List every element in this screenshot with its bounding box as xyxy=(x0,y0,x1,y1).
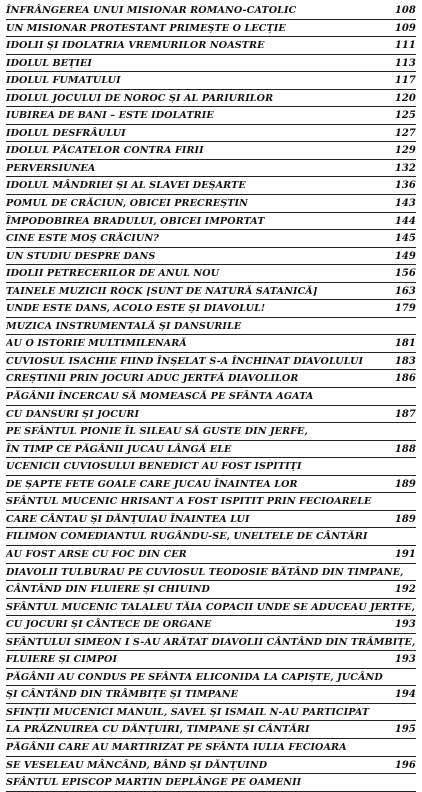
toc-entry xyxy=(6,125,416,143)
toc-entry xyxy=(6,458,416,476)
toc-entry-title: UN MISIONAR PROTESTANT PRIMEȘTE O LECȚIE xyxy=(6,22,286,34)
toc-entry-page-number: 183 xyxy=(394,355,416,367)
toc-entry-title: FLUIERE ȘI CIMPOI xyxy=(6,654,118,666)
toc-entry xyxy=(6,283,416,301)
toc-entry-title: TAINELE MUZICII ROCK [SUNT DE NATURĂ SATANICĂ] xyxy=(6,285,318,297)
toc-entry xyxy=(6,564,416,582)
toc-entry-page-number: 196 xyxy=(394,759,416,771)
toc-entry-title: IDOLUL FUMATULUI xyxy=(6,75,121,87)
table-of-contents xyxy=(6,2,416,792)
toc-entry-title: PE SFÂNTUL PIONIE ÎL SILEAU SĂ GUSTE DIN JERFE, xyxy=(6,426,308,438)
toc-entry-title: PĂGÂNII AU CONDUS PE SFÂNTA ELICONIDA LA CAPIȘTE, JUCÂND xyxy=(6,671,383,683)
toc-entry-page-number: 108 xyxy=(394,5,416,16)
toc-entry-page-number: 163 xyxy=(394,285,416,297)
toc-entry xyxy=(6,37,416,55)
toc-entry-title: CREȘTINII PRIN JOCURI ADUC JERTFĂ DIAVOLILOR xyxy=(6,373,299,385)
toc-entry-title: SFÂNTUL MUCENIC HRISANT A FOST ISPITIT PRIN FECIOARELE xyxy=(6,496,372,508)
toc-entry xyxy=(6,353,416,371)
toc-entry xyxy=(6,388,416,406)
toc-entry xyxy=(6,107,416,125)
toc-entry xyxy=(6,20,416,38)
toc-entry-page-number: 120 xyxy=(394,92,416,104)
toc-entry xyxy=(6,142,416,160)
toc-entry-page-number: 113 xyxy=(394,57,416,69)
toc-entry-page-number: 143 xyxy=(394,198,416,210)
toc-entry xyxy=(6,581,416,599)
toc-entry xyxy=(6,55,416,73)
toc-entry-page-number: 145 xyxy=(394,233,416,245)
toc-entry-title: CU DANSURI ȘI JOCURI xyxy=(6,408,140,420)
toc-entry-title: SFÂNTUL MUCENIC TALALEU TĂIA COPACII UNDE SE ADUCEAU JERTFE, xyxy=(6,601,416,613)
toc-entry-page-number: 193 xyxy=(394,654,416,666)
toc-entry xyxy=(6,370,416,388)
toc-entry xyxy=(6,160,416,178)
toc-entry-page-number: 111 xyxy=(394,40,416,52)
toc-entry xyxy=(6,721,416,739)
toc-entry-page-number: 179 xyxy=(394,303,416,315)
toc-entry xyxy=(6,528,416,546)
toc-entry-page-number: 125 xyxy=(394,110,416,122)
toc-entry-page-number: 132 xyxy=(394,162,416,174)
toc-entry-title: CU JOCURI ȘI CÂNTECE DE ORGANE xyxy=(6,619,212,631)
toc-entry-title: CÂNTÂND DIN FLUIERE ȘI CHIUIND xyxy=(6,584,210,596)
toc-entry-title: IDOLUL MÂNDRIEI ȘI AL SLAVEI DEȘARTE xyxy=(6,180,246,192)
toc-entry-title: UCENICII CUVIOSULUI BENEDICT AU FOST ISPITIȚI xyxy=(6,461,302,473)
toc-entry-title: SFÂNTUL EPISCOP MARTIN DEPLÂNGE PE OAMENII xyxy=(6,777,302,789)
toc-entry-title: UN STUDIU DESPRE DANS xyxy=(6,250,156,262)
toc-entry-title: AU FOST ARSE CU FOC DIN CER xyxy=(6,548,187,560)
toc-entry xyxy=(6,90,416,108)
toc-entry-title: POMUL DE CRĂCIUN, OBICEI PRECREȘTIN xyxy=(6,198,248,210)
toc-entry-page-number: 127 xyxy=(394,127,416,139)
toc-entry-title: IDOLUL JOCULUI DE NOROC ȘI AL PARIURILOR xyxy=(6,92,274,104)
toc-entry-title: IDOLII PETRECERILOR DE ANUL NOU xyxy=(6,268,220,280)
toc-entry-title: CUVIOSUL ISACHIE FIIND ÎNȘELAT S-A ÎNCHINAT DIAVOLULUI xyxy=(6,355,364,367)
toc-entry-title: ÎN TIMP CE PĂGÂNII JUCAU LÂNGĂ ELE xyxy=(6,443,232,455)
toc-entry xyxy=(6,72,416,90)
toc-entry-page-number: 189 xyxy=(394,478,416,490)
toc-entry xyxy=(6,2,416,20)
toc-entry-title: UNDE ESTE DANS, ACOLO ESTE ȘI DIAVOLUL! xyxy=(6,303,266,315)
toc-entry-title: FILIMON COMEDIANTUL RUGÂNDU-SE, UNELTELE DE CÂNTĂRI xyxy=(6,531,368,543)
toc-entry xyxy=(6,739,416,757)
toc-entry xyxy=(6,774,416,792)
toc-entry xyxy=(6,616,416,634)
toc-entry-title: IUBIREA DE BANI – ESTE IDOLATRIE xyxy=(6,110,214,122)
toc-entry xyxy=(6,546,416,564)
toc-entry xyxy=(6,686,416,704)
toc-entry-page-number: 136 xyxy=(394,180,416,192)
toc-entry-page-number: 187 xyxy=(394,408,416,420)
toc-entry-page-number: 195 xyxy=(394,724,416,736)
toc-entry-title: LA PRĂZNUIREA CU DĂNȚUIRI, TIMPANE ȘI CÂNTĂRI xyxy=(6,724,310,736)
toc-entry-page-number: 181 xyxy=(394,338,416,350)
toc-entry xyxy=(6,195,416,213)
toc-entry-title: ÎNFRÂNGEREA UNUI MISIONAR ROMANO-CATOLIC xyxy=(6,5,297,16)
toc-entry xyxy=(6,757,416,775)
toc-entry-page-number: 188 xyxy=(394,443,416,455)
toc-entry xyxy=(6,423,416,441)
toc-entry xyxy=(6,265,416,283)
toc-entry xyxy=(6,248,416,266)
toc-entry-page-number: 129 xyxy=(394,145,416,157)
toc-entry-title: IDOLUL PĂCATELOR CONTRA FIRII xyxy=(6,145,204,157)
toc-entry-page-number: 156 xyxy=(394,268,416,280)
toc-entry xyxy=(6,213,416,231)
toc-entry-title: SE VESELEAU MÂNCÂND, BÂND ȘI DĂNȚUIND xyxy=(6,759,268,771)
toc-entry-title: MUZICA INSTRUMENTALĂ ȘI DANSURILE xyxy=(6,320,242,332)
toc-entry-title: IDOLUL DESFRÂULUI xyxy=(6,127,126,139)
toc-entry-title: IDOLII ȘI IDOLATRIA VREMURILOR NOASTRE xyxy=(6,40,265,52)
toc-entry-title: ÎMPODOBIREA BRADULUI, OBICEI IMPORTAT xyxy=(6,215,265,227)
toc-entry xyxy=(6,230,416,248)
toc-entry-title: PĂGÂNII CARE AU MARTIRIZAT PE SFÂNTA IULIA FECIOARA xyxy=(6,741,347,753)
toc-entry-page-number: 117 xyxy=(394,75,416,87)
toc-entry-title: SFINȚII MUCENICI MANUIL, SAVEL ȘI ISMAIL N-AU PARTICIPAT xyxy=(6,706,370,718)
toc-entry-page-number: 144 xyxy=(394,215,416,227)
toc-entry-page-number: 149 xyxy=(394,250,416,262)
toc-entry-title: SFÂNTULUI SIMEON I S-AU ARĂTAT DIAVOLII CÂNTÂND DIN TRÂMBIȚE, xyxy=(6,636,416,648)
toc-entry-title: CARE CÂNTAU ȘI DĂNȚUIAU ÎNAINTEA LUI xyxy=(6,513,250,525)
toc-entry xyxy=(6,406,416,424)
toc-entry xyxy=(6,599,416,617)
toc-entry-page-number: 191 xyxy=(394,548,416,560)
toc-entry xyxy=(6,634,416,652)
toc-entry xyxy=(6,300,416,318)
toc-entry xyxy=(6,511,416,529)
toc-entry xyxy=(6,335,416,353)
toc-entry-title: ȘI CÂNTÂND DIN TRÂMBIȚE ȘI TIMPANE xyxy=(6,689,239,701)
toc-entry-page-number: 186 xyxy=(394,373,416,385)
toc-entry-title: IDOLUL BEȚIEI xyxy=(6,57,92,69)
toc-entry-title: DIAVOLII TULBURAU PE CUVIOSUL TEODOSIE BĂTÂND DIN TIMPANE, xyxy=(6,566,404,578)
toc-entry-page-number: 192 xyxy=(394,584,416,596)
toc-entry xyxy=(6,704,416,722)
toc-entry-title: DE ȘAPTE FETE GOALE CARE JUCAU ÎNAINTEA LOR xyxy=(6,478,298,490)
toc-entry-title: CINE ESTE MOȘ CRĂCIUN? xyxy=(6,233,159,245)
toc-entry-page-number: 189 xyxy=(394,513,416,525)
toc-entry xyxy=(6,177,416,195)
toc-entry-page-number: 194 xyxy=(394,689,416,701)
toc-entry xyxy=(6,651,416,669)
toc-entry xyxy=(6,669,416,687)
toc-entry xyxy=(6,441,416,459)
toc-entry xyxy=(6,318,416,336)
toc-entry xyxy=(6,493,416,511)
toc-entry-title: AU O ISTORIE MULTIMILENARĂ xyxy=(6,338,187,350)
toc-entry-page-number: 109 xyxy=(394,22,416,34)
toc-entry-title: PERVERSIUNEA xyxy=(6,162,96,174)
toc-entry-page-number: 193 xyxy=(394,619,416,631)
toc-entry-title: PĂGÂNII ÎNCERCAU SĂ MOMEASCĂ PE SFÂNTA AGATA xyxy=(6,391,314,403)
toc-entry xyxy=(6,476,416,494)
